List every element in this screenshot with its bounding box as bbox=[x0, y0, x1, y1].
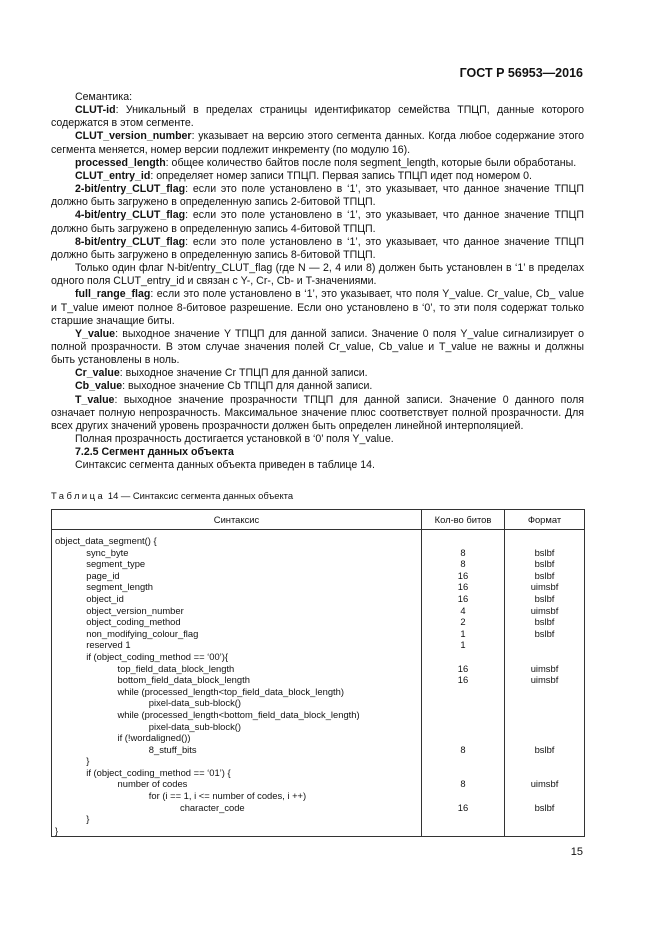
semantics-term: CLUT_version_number bbox=[75, 130, 192, 143]
format-cell: uimsbf bbox=[505, 581, 585, 593]
table-row bbox=[52, 813, 585, 825]
bits-cell: 16 bbox=[422, 593, 505, 605]
bits-cell: 8 bbox=[422, 778, 505, 790]
bits-cell bbox=[422, 767, 505, 779]
bits-cell bbox=[422, 651, 505, 663]
semantics-text: : если это поле установлено в ‘1’, это указывает, что данное значение ТПЦП должно быть загружено в определенную запись 8-битовой ТПЦП. bbox=[51, 235, 584, 261]
table-row bbox=[52, 825, 585, 837]
bits-cell: 16 bbox=[422, 802, 505, 814]
semantics-term: CLUT_entry_id bbox=[75, 169, 151, 182]
format-cell bbox=[505, 709, 585, 721]
semantics-title: Семантика: bbox=[75, 91, 133, 103]
bits-cell bbox=[422, 535, 505, 547]
syntax-cell: top_field_data_block_length bbox=[52, 663, 422, 675]
syntax-cell: } bbox=[52, 813, 422, 825]
syntax-cell: 8_stuff_bits bbox=[52, 744, 422, 756]
format-cell: uimsbf bbox=[505, 663, 585, 675]
semantics-term: Cr_value bbox=[75, 367, 120, 380]
semantics-text: : определяет номер записи ТПЦП. Первая запись ТПЦП идет под номером 0. bbox=[150, 169, 532, 182]
bits-cell: 1 bbox=[422, 639, 505, 651]
syntax-cell: reserved 1 bbox=[52, 639, 422, 651]
bits-cell: 16 bbox=[422, 674, 505, 686]
bits-cell bbox=[422, 732, 505, 744]
semantics-text: : выходное значение прозрачности ТПЦП для данной записи. Значение 0 данного поля означает полную непрозрачность. Максимальное значение плюс соответствует полной прозрачности. Для всех других значений уровень прозрачности должен быть определен линейной интерполяцией. bbox=[51, 393, 584, 432]
semantics-item bbox=[51, 130, 584, 156]
format-cell bbox=[505, 825, 585, 837]
semantics-item bbox=[51, 380, 584, 393]
syntax-cell: number of codes bbox=[52, 778, 422, 790]
table-row bbox=[52, 674, 585, 686]
syntax-cell: pixel-data_sub-block() bbox=[52, 721, 422, 733]
semantics-item bbox=[51, 328, 584, 367]
syntax-cell: non_modifying_colour_flag bbox=[52, 628, 422, 640]
table-caption bbox=[51, 490, 293, 501]
header-bits: Кол-во битов bbox=[422, 510, 505, 530]
semantics-text: : если это поле установлено в ‘1’, это указывает, что данное значение ТПЦП должно быть загружено в определенную запись 2-битовой ТПЦП. bbox=[51, 183, 584, 209]
format-cell: bslbf bbox=[505, 570, 585, 582]
semantics-text: : если это поле установлено в ‘1’, это указывает, что поля Y_value. Cr_value, Cb_ value и T_value имеют полное 8-битовое разрешение. Если оно установлено в ‘0’, то эти поля содержат только старшие значащие биты. bbox=[51, 288, 584, 327]
syntax-table bbox=[51, 509, 585, 837]
format-cell bbox=[505, 790, 585, 802]
bits-cell: 1 bbox=[422, 628, 505, 640]
semantics-term: 4-bit/entry_CLUT_flag bbox=[75, 209, 186, 222]
table-row bbox=[52, 767, 585, 779]
semantics-term: Cb_value bbox=[75, 380, 123, 393]
syntax-cell: object_data_segment() { bbox=[52, 535, 422, 547]
format-cell bbox=[505, 686, 585, 698]
semantics-item bbox=[51, 157, 584, 170]
semantics-text: Полная прозрачность достигается установкой в ‘0’ поля Y_value. bbox=[75, 433, 394, 446]
syntax-cell: character_code bbox=[52, 802, 422, 814]
table-header-row bbox=[52, 510, 585, 530]
table-row bbox=[52, 628, 585, 640]
format-cell: bslbf bbox=[505, 547, 585, 559]
syntax-cell: if (!wordaligned()) bbox=[52, 732, 422, 744]
header-format: Формат bbox=[505, 510, 585, 530]
table-row bbox=[52, 663, 585, 675]
table-row bbox=[52, 732, 585, 744]
semantics-list bbox=[51, 104, 584, 446]
bits-cell: 8 bbox=[422, 744, 505, 756]
table-row bbox=[52, 558, 585, 570]
semantics-item bbox=[51, 262, 584, 288]
bits-cell: 16 bbox=[422, 663, 505, 675]
format-cell bbox=[505, 721, 585, 733]
table-caption-text: 14 — Синтаксис сегмента данных объекта bbox=[105, 490, 294, 501]
semantics-item bbox=[51, 394, 584, 433]
format-cell bbox=[505, 639, 585, 651]
semantics-term: 8-bit/entry_CLUT_flag bbox=[75, 235, 186, 248]
bits-cell bbox=[422, 755, 505, 767]
header-syntax: Синтаксис bbox=[52, 510, 422, 530]
section-heading: 7.2.5 Сегмент данных объекта bbox=[75, 446, 234, 459]
semantics-item bbox=[51, 183, 584, 209]
syntax-cell: segment_type bbox=[52, 558, 422, 570]
semantics-text: : выходное значение Cb ТПЦП для данной записи. bbox=[122, 380, 373, 393]
table-row bbox=[52, 651, 585, 663]
format-cell bbox=[505, 651, 585, 663]
table-caption-word: Таблица bbox=[51, 490, 106, 501]
semantics-term: Y_value bbox=[75, 327, 116, 340]
table-row bbox=[52, 744, 585, 756]
document-code: ГОСТ Р 56953—2016 bbox=[459, 66, 583, 80]
table-row bbox=[52, 547, 585, 559]
table-row bbox=[52, 778, 585, 790]
page-number: 15 bbox=[570, 846, 583, 858]
format-cell: bslbf bbox=[505, 616, 585, 628]
table-row bbox=[52, 639, 585, 651]
bits-cell: 8 bbox=[422, 547, 505, 559]
table-row bbox=[52, 535, 585, 547]
bits-cell: 8 bbox=[422, 558, 505, 570]
semantics-text: : общее количество байтов после поля segment_length, которые были обработаны. bbox=[165, 156, 577, 169]
semantics-term: 2-bit/entry_CLUT_flag bbox=[75, 183, 186, 196]
table-row bbox=[52, 790, 585, 802]
bits-cell bbox=[422, 721, 505, 733]
semantics-text: : выходное значение Y ТПЦП для данной записи. Значение 0 поля Y_value сигнализирует о полной прозрачности. В этом случае значения полей Cr_value, Cb_value и T_value не важны и должны быть установлены в ноль. bbox=[51, 327, 584, 367]
format-cell: uimsbf bbox=[505, 674, 585, 686]
format-cell: bslbf bbox=[505, 802, 585, 814]
bits-cell bbox=[422, 790, 505, 802]
semantics-item bbox=[51, 367, 584, 380]
format-cell bbox=[505, 767, 585, 779]
table-row bbox=[52, 755, 585, 767]
syntax-cell: while (processed_length<top_field_data_block_length) bbox=[52, 686, 422, 698]
syntax-cell: object_id bbox=[52, 593, 422, 605]
semantics-text: : указывает на версию этого сегмента данных. Когда любое содержание этого сегмента меняется, номер версии подлежит инкременту (по модулю 16). bbox=[51, 130, 584, 156]
bits-cell bbox=[422, 709, 505, 721]
format-cell: bslbf bbox=[505, 628, 585, 640]
format-cell bbox=[505, 535, 585, 547]
format-cell bbox=[505, 755, 585, 767]
format-cell bbox=[505, 697, 585, 709]
bits-cell: 4 bbox=[422, 605, 505, 617]
syntax-cell: page_id bbox=[52, 570, 422, 582]
format-cell: bslbf bbox=[505, 744, 585, 756]
semantics-term: T_value bbox=[75, 393, 115, 406]
semantics-section bbox=[51, 91, 584, 473]
syntax-cell: object_version_number bbox=[52, 605, 422, 617]
table-row bbox=[52, 697, 585, 709]
semantics-item bbox=[51, 433, 584, 446]
bits-cell bbox=[422, 697, 505, 709]
syntax-cell: sync_byte bbox=[52, 547, 422, 559]
table-row bbox=[52, 616, 585, 628]
syntax-cell: if (object_coding_method == ‘01’) { bbox=[52, 767, 422, 779]
semantics-item bbox=[51, 236, 584, 262]
syntax-cell: segment_length bbox=[52, 581, 422, 593]
table-row bbox=[52, 802, 585, 814]
format-cell: uimsbf bbox=[505, 605, 585, 617]
table-row bbox=[52, 605, 585, 617]
format-cell: uimsbf bbox=[505, 778, 585, 790]
bits-cell: 16 bbox=[422, 570, 505, 582]
semantics-text: Только один флаг N-bit/entry_CLUT_flag (где N — 2, 4 или 8) должен быть установлен в ‘1’ в пределах одного поля CLUT_entry_id и связан с Y-, Cr-, Cb- и T-значениями. bbox=[51, 262, 584, 288]
syntax-cell: bottom_field_data_block_length bbox=[52, 674, 422, 686]
syntax-cell: pixel-data_sub-block() bbox=[52, 697, 422, 709]
section-intro: Синтаксис сегмента данных объекта приведен в таблице 14. bbox=[75, 459, 375, 472]
table-body bbox=[52, 530, 585, 837]
syntax-cell: } bbox=[52, 755, 422, 767]
table-row bbox=[52, 709, 585, 721]
semantics-term: full_range_flag bbox=[75, 288, 151, 301]
semantics-text: : если это поле установлено в ‘1’, это указывает, что данное значение ТПЦП должно быть загружено в определенную запись 4-битовой ТПЦП. bbox=[51, 209, 584, 235]
semantics-term: CLUT-id bbox=[75, 104, 116, 117]
bits-cell bbox=[422, 825, 505, 837]
format-cell bbox=[505, 732, 585, 744]
semantics-item bbox=[51, 209, 584, 235]
bits-cell: 16 bbox=[422, 581, 505, 593]
format-cell: bslbf bbox=[505, 593, 585, 605]
syntax-cell: } bbox=[52, 825, 422, 837]
semantics-term: processed_length bbox=[75, 156, 166, 169]
syntax-cell: if (object_coding_method == ‘00’){ bbox=[52, 651, 422, 663]
bits-cell: 2 bbox=[422, 616, 505, 628]
syntax-cell: while (processed_length<bottom_field_data_block_length) bbox=[52, 709, 422, 721]
format-cell: bslbf bbox=[505, 558, 585, 570]
semantics-item bbox=[51, 170, 584, 183]
table-row bbox=[52, 593, 585, 605]
semantics-text: : Уникальный в пределах страницы идентификатор семейства ТПЦП, данные которого содержатся в этом сегменте. bbox=[51, 104, 584, 130]
semantics-text: : выходное значение Cr ТПЦП для данной записи. bbox=[119, 367, 368, 380]
bits-cell bbox=[422, 686, 505, 698]
table-row bbox=[52, 570, 585, 582]
table-row bbox=[52, 686, 585, 698]
format-cell bbox=[505, 813, 585, 825]
semantics-item bbox=[51, 104, 584, 130]
semantics-item bbox=[51, 288, 584, 327]
bits-cell bbox=[422, 813, 505, 825]
table-row bbox=[52, 721, 585, 733]
table-row bbox=[52, 581, 585, 593]
syntax-cell: for (i == 1, i <= number of codes, i ++) bbox=[52, 790, 422, 802]
syntax-cell: object_coding_method bbox=[52, 616, 422, 628]
